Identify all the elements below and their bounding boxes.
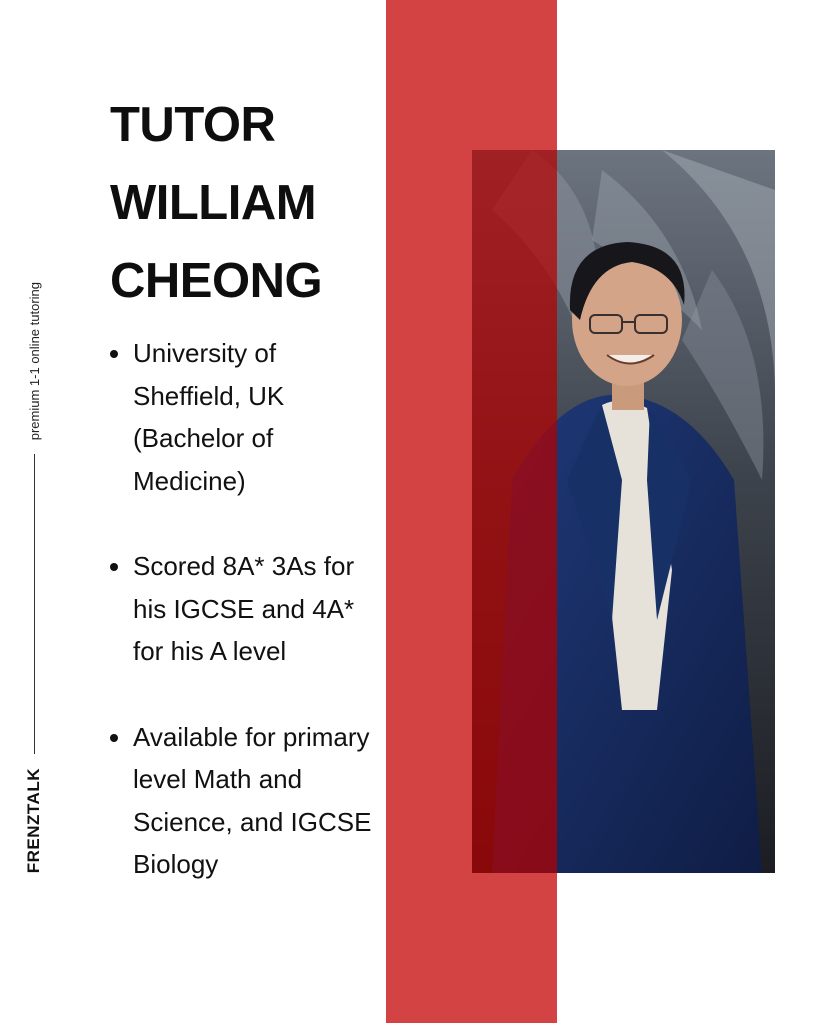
page-title: [110, 86, 380, 320]
qualification-list: [110, 332, 380, 929]
brand-name: FRENZTALK: [24, 767, 43, 873]
title-line-3: CHEONG: [110, 254, 323, 308]
side-brand: [22, 238, 46, 873]
list-item: Scored 8A* 3As for his IGCSE and 4A* for his A level: [110, 545, 380, 673]
divider-line: [34, 454, 35, 754]
title-line-1: TUTOR: [110, 98, 276, 152]
brand-tagline: premium 1-1 online tutoring: [26, 281, 42, 440]
photo-red-overlay: [472, 150, 557, 873]
title-line-2: WILLIAM: [110, 176, 317, 230]
list-item: Available for primary level Math and Science, and IGCSE Biology: [110, 716, 380, 886]
list-item: University of Sheffield, UK (Bachelor of Medicine): [110, 332, 380, 502]
